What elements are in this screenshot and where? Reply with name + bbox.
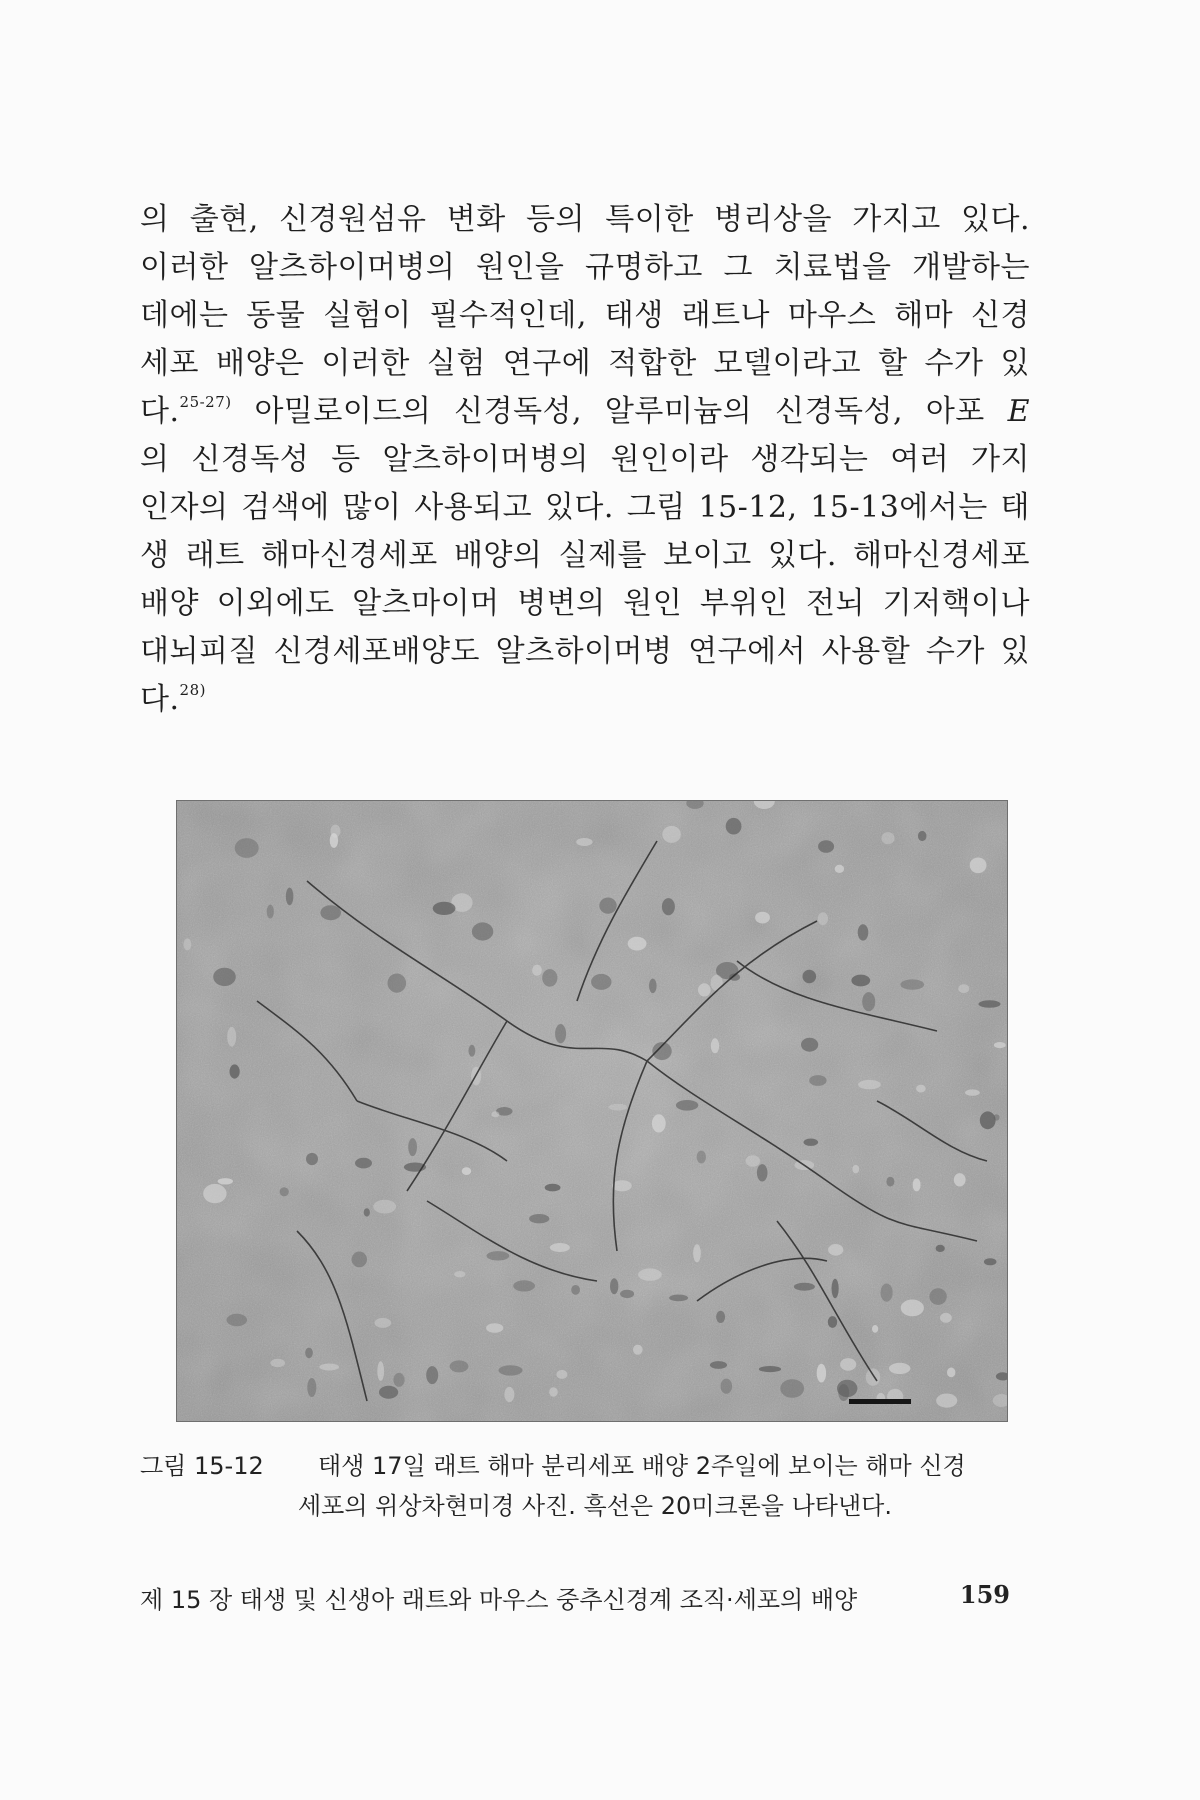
cell-body — [375, 1318, 392, 1328]
cell-body — [638, 1268, 662, 1280]
cell-body — [542, 969, 557, 987]
cell-body — [954, 1173, 966, 1186]
cell-body — [828, 1316, 837, 1328]
cell-body — [794, 1283, 815, 1291]
cell-body — [886, 1177, 894, 1187]
cell-body — [355, 1158, 372, 1169]
cell-body — [267, 905, 274, 919]
text-line: 의 신경독성 등 알츠하이머병의 원인이라 생각되는 여러 가지 — [140, 442, 1030, 477]
cell-body — [408, 1138, 417, 1156]
cell-body — [662, 826, 681, 843]
cell-body — [227, 1314, 248, 1326]
cell-body — [840, 1358, 856, 1371]
cell-body — [818, 912, 828, 925]
cell-body — [889, 1363, 910, 1374]
cell-body — [306, 1153, 318, 1165]
cell-body — [529, 1214, 549, 1223]
cell-body — [721, 1379, 733, 1394]
cell-body — [711, 1038, 719, 1053]
cell-body — [979, 1000, 1001, 1008]
cell-body — [936, 1394, 957, 1408]
cell-body — [881, 832, 894, 844]
cell-body — [940, 1313, 952, 1323]
cell-body — [716, 1311, 725, 1323]
cell-body — [780, 1379, 804, 1398]
text-fragment: 다. — [140, 682, 180, 717]
cell-body — [755, 912, 770, 924]
cell-body — [504, 1387, 514, 1402]
text-line: 의 출현, 신경원섬유 변화 등의 특이한 병리상을 가지고 있다. — [140, 202, 1030, 237]
text-fragment: 다. — [140, 394, 180, 429]
cell-body — [958, 984, 969, 993]
cell-body — [838, 1384, 849, 1401]
citation-ref: 28) — [179, 681, 206, 699]
cell-body — [858, 1080, 881, 1089]
scale-bar — [849, 1399, 911, 1404]
cell-body — [828, 1244, 843, 1256]
cell-body — [901, 1300, 924, 1317]
cell-body — [550, 1243, 570, 1252]
cell-body — [936, 1245, 945, 1252]
cell-body — [633, 1345, 643, 1355]
cell-body — [947, 1368, 955, 1378]
cell-body — [532, 965, 542, 976]
cell-body — [900, 979, 924, 989]
text-line — [140, 676, 1030, 724]
cell-body — [757, 1164, 768, 1181]
cell-body — [499, 1365, 523, 1375]
cell-body — [676, 1100, 698, 1111]
text-line: 데에는 동물 실험이 필수적인데, 태생 래트나 마우스 해마 신경 — [140, 298, 1030, 333]
cell-body — [649, 979, 657, 994]
text-line: 배양 이외에도 알츠마이머 병변의 원인 부위인 전뇌 기저핵이나 — [140, 586, 1030, 621]
cell-body — [862, 992, 875, 1011]
cell-body — [319, 1364, 339, 1371]
cell-body — [549, 1387, 558, 1397]
cell-body — [693, 1244, 701, 1262]
cell-body — [320, 905, 341, 920]
micrograph-image — [176, 800, 1008, 1422]
cell-body — [576, 838, 592, 846]
cell-body — [759, 1366, 781, 1372]
cell-body — [669, 1295, 688, 1302]
cell-body — [662, 898, 675, 915]
cell-body — [487, 1251, 510, 1260]
cell-body — [373, 1200, 396, 1214]
cell-body — [377, 1361, 384, 1381]
cell-body — [270, 1359, 285, 1367]
cell-body — [980, 1111, 996, 1129]
caption-label: 그림 15-12 — [140, 1452, 264, 1480]
cell-body — [852, 1165, 859, 1174]
cell-body — [803, 970, 817, 983]
cell-body — [809, 1075, 826, 1086]
cell-body — [454, 1271, 465, 1277]
cell-body — [599, 898, 616, 914]
cell-body — [746, 1155, 761, 1166]
cell-body — [227, 1027, 236, 1047]
micrograph-picture — [177, 801, 1007, 1421]
text-fragment: E — [1007, 394, 1030, 429]
chapter-title: 제 15 장 태생 및 신생아 래트와 마우스 중추신경계 조직·세포의 배양 — [140, 1586, 858, 1614]
cell-body — [835, 865, 844, 873]
cell-body — [203, 1184, 226, 1203]
cell-body — [881, 1284, 893, 1302]
cell-body — [858, 924, 869, 940]
cell-body — [697, 1151, 706, 1164]
cell-body — [591, 974, 611, 990]
cell-body — [872, 1325, 878, 1333]
cell-body — [698, 983, 711, 996]
text-line: 대뇌피질 신경세포배양도 알츠하이머병 연구에서 사용할 수가 있 — [140, 634, 1030, 669]
cell-body — [545, 1184, 561, 1192]
cell-body — [929, 1288, 946, 1305]
cell-body — [280, 1187, 289, 1196]
cell-body — [352, 1252, 367, 1268]
cell-body — [469, 1045, 476, 1057]
cell-body — [866, 1368, 880, 1385]
cell-body — [556, 1370, 567, 1379]
cell-body — [364, 1208, 370, 1216]
cell-body — [620, 1290, 634, 1298]
cell-body — [472, 922, 493, 940]
cell-body — [393, 1373, 404, 1387]
cell-body — [818, 840, 834, 853]
cell-body — [970, 858, 987, 874]
text-line: 세포 배양은 이러한 실험 연구에 적합한 모델이라고 할 수가 있 — [140, 346, 1030, 381]
cell-body — [330, 833, 338, 848]
cell-body — [218, 1178, 233, 1184]
cell-body — [984, 1258, 997, 1265]
cell-body — [609, 1104, 628, 1111]
cell-body — [379, 1386, 398, 1399]
cell-body — [965, 1089, 980, 1095]
cell-body — [610, 1278, 618, 1294]
cell-body — [491, 1111, 499, 1117]
text-line: 이러한 알츠하이머병의 원인을 규명하고 그 치료법을 개발하는 — [140, 250, 1030, 285]
caption-text-line: 태생 17일 래트 해마 분리세포 배양 2주일에 보이는 해마 신경 — [318, 1452, 966, 1480]
cell-body — [851, 975, 870, 987]
text-fragment: 아밀로이드의 신경독성, 알루미늄의 신경독성, 아포 — [254, 394, 985, 429]
cell-body — [305, 1348, 313, 1359]
cell-body — [710, 1361, 727, 1369]
cell-body — [286, 888, 294, 906]
cell-body — [711, 975, 723, 991]
citation-ref: 25-27) — [179, 393, 232, 411]
cell-body — [555, 1024, 566, 1043]
cell-body — [462, 1167, 471, 1175]
cell-body — [918, 831, 927, 841]
cell-body — [230, 1064, 240, 1078]
cell-body — [235, 838, 259, 858]
cell-body — [804, 1139, 819, 1146]
cell-body — [612, 1180, 631, 1191]
cell-body — [307, 1378, 316, 1397]
cell-body — [726, 818, 742, 835]
cell-body — [916, 1085, 926, 1093]
cell-body — [184, 938, 192, 950]
cell-body — [450, 1360, 469, 1372]
page-number: 159 — [959, 1580, 1010, 1609]
cell-body — [426, 1366, 438, 1384]
cell-body — [213, 968, 236, 986]
cell-body — [801, 1038, 818, 1052]
cell-body — [388, 974, 407, 993]
cell-body — [817, 1364, 826, 1383]
caption-text-line: 세포의 위상차현미경 사진. 흑선은 20미크론을 나타낸다. — [298, 1492, 892, 1520]
cell-body — [513, 1280, 535, 1291]
cell-body — [433, 902, 456, 915]
cell-body — [652, 1114, 666, 1132]
cell-body — [628, 937, 647, 951]
running-footer — [140, 1580, 1010, 1615]
text-line: 생 래트 해마신경세포 배양의 실제를 보이고 있다. 해마신경세포 — [140, 538, 1030, 573]
cell-body — [994, 1042, 1006, 1048]
cell-body — [832, 1279, 839, 1299]
text-line — [140, 388, 1030, 436]
body-paragraph — [140, 196, 1030, 724]
text-line: 인자의 검색에 많이 사용되고 있다. 그림 15-12, 15-13에서는 태 — [140, 490, 1030, 525]
cell-body — [913, 1178, 921, 1191]
cell-body — [571, 1285, 580, 1295]
cell-body — [486, 1323, 503, 1333]
